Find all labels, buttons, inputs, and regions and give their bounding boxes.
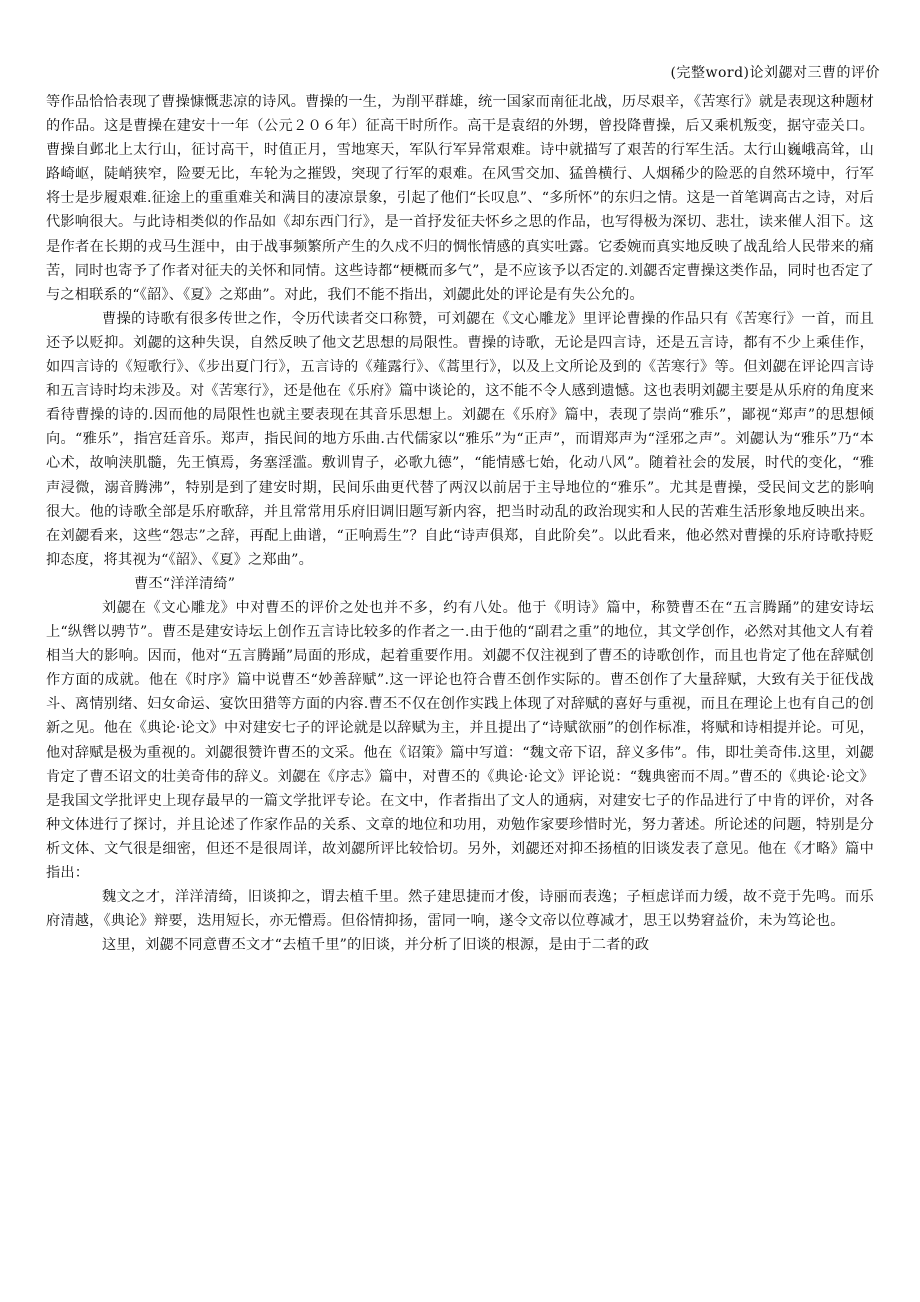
document-body (46, 90, 874, 957)
paragraph-cao-pi-evaluation: 刘勰在《文心雕龙》中对曹丕的评价之处也并不多，约有八处。他于《明诗》篇中，称赞曹丕在“五言腾踊”的建安诗坛上“纵辔以骋节”。曹丕是建安诗坛上创作五言诗比较多的作者之一.由于他的“副君之重”的地位，其文学创作，必然对其他文人有着相当大的影响。因而，他对“五言腾踊”局面的形成，起着重要作用。刘勰不仅注视到了曹丕的诗歌创作，而且也肯定了他在辞赋创作方面的成就。他在《时序》篇中说曹丕“妙善辞赋”.这一评论也符合曹丕创作实际的。曹丕创作了大量辞赋，大致有关于征伐战斗、离情别绪、妇女命运、宴饮田猎等方面的内容.曹丕不仅在创作实践上体现了对辞赋的喜好与重视，而且在理论上也有自己的创新之见。他在《典论·论文》中对建安七子的评论就是以辞赋为主，并且提出了“诗赋欲丽”的创作标准，将赋和诗相提并论。可见，他对辞赋是极为重视的。刘勰很赞许曹丕的文采。他在《诏策》篇中写道：“魏文帝下诏，辞义多伟”。伟，即壮美奇伟.这里，刘勰肯定了曹丕诏文的壮美奇伟的辞义。刘勰在《序志》篇中，对曹丕的《典论·论文》评论说：“魏典密而不周。”曹丕的《典论·论文》是我国文学批评史上现存最早的一篇文学批评专论。在文中，作者指出了文人的通病，对建安七子的作品进行了中肯的评价，对各种文体进行了探讨，并且论述了作家作品的关系、文章的地位和功用，劝勉作家要珍惜时光，努力著述。所论述的问题，特别是分析文体、文气很是细密，但还不是很周详，故刘勰所评比较恰切。另外，刘勰还对抑丕扬植的旧谈发表了意见。他在《才略》篇中指出： (46, 599, 874, 881)
paragraph-analysis-continued: 这里，刘勰不同意曹丕文才“去植千里”的旧谈，并分析了旧谈的根源，是由于二者的政 (102, 937, 650, 954)
document-header-title: (完整word)论刘勰对三曹的评价 (670, 65, 880, 81)
paragraph-quote-cai-lue: 魏文之才，洋洋清绮，旧谈抑之，谓去植千里。然子建思捷而才俊，诗丽而表逸；子桓虑详而力缓，故不竞于先鸣。而乐府清越，《典论》辩要，迭用短长，亦无懵焉。但俗情抑扬，雷同一响，遂令文帝以位尊减才，思王以势窘益价，未为笃论也。 (46, 889, 874, 930)
section-heading-cao-pi: 曹丕“洋洋清绮” (134, 575, 236, 592)
paragraph-cao-cao-poetic-style: 等作品恰恰表现了曹操慷慨悲凉的诗风。曹操的一生，为削平群雄，统一国家而南征北战，历尽艰辛，《苦寒行》就是表现这种题材的作品。这是曹操在建安十一年（公元２０６年）征高干时所作。高干是袁绍的外甥，曾投降曹操，后又乘机叛变，据守壶关口。曹操自邺北上太行山，征讨高干，时值正月，雪地寒天，军队行军异常艰难。诗中就描写了艰苦的行军生活。太行山巍峨高耸，山路崎岖，陡峭狭窄，险要无比，车轮为之摧毁，突现了行军的艰难。在风雪交加、猛兽横行、人烟稀少的险恶的自然环境中，行军将士是步履艰难.征途上的重重难关和满目的凄凉景象，引起了他们“长叹息”、“多所怀”的东归之情。这是一首笔调高古之诗，对后代影响很大。与此诗相类似的作品如《却东西门行》，是一首抒发征夫怀乡之思的作品，也写得极为深切、悲壮，读来催人泪下。这是作者在长期的戎马生涯中，由于战事频繁所产生的久戍不归的惆怅情感的真实吐露。它委婉而真实地反映了战乱给人民带来的痛苦，同时也寄予了作者对征夫的关怀和同情。这些诗都“梗概而多气”，是不应该予以否定的.刘勰否定曹操这类作品，同时也否定了与之相联系的“《韶》、《夏》之郑曲”。对此，我们不能不指出，刘勰此处的评论是有失公允的。 (46, 94, 874, 303)
paragraph-cao-cao-critique: 曹操的诗歌有很多传世之作，令历代读者交口称赞，可刘勰在《文心雕龙》里评论曹操的作品只有《苦寒行》一首，而且还予以贬抑。刘勰的这种失误，自然反映了他文艺思想的局限性。曹操的诗歌，无论是四言诗，还是五言诗，都有不少上乘佳作，如四言诗的《短歌行》、《步出夏门行》，五言诗的《薤露行》、《蒿里行》，以及上文所论及到的《苦寒行》等。但刘勰在评论四言诗和五言诗时均未涉及。对《苦寒行》，还是他在《乐府》篇中谈论的，这不能不令人感到遗憾。这也表明刘勰主要是从乐府的角度来看待曹操的诗的.因而他的局限性也就主要表现在其音乐思想上。刘勰在《乐府》篇中，表现了崇尚“雅乐”，鄙视“郑声”的思想倾向。“雅乐”，指宫廷音乐。郑声，指民间的地方乐曲.古代儒家以“雅乐”为“正声”，而谓郑声为“淫邪之声”。刘勰认为“雅乐”乃“本心术，故响浃肌髓，先王慎焉，务塞淫滥。敷训胄子，必歌九德”，“能情感七始，化动八风”。随着社会的发展，时代的变化，“雅声浸微，溺音腾沸”，特别是到了建安时期，民间乐曲更代替了两汉以前居于主导地位的“雅乐”。尤其是曹操，受民间文艺的影响很大。他的诗歌全部是乐府歌辞，并且常常用乐府旧调旧题写新内容，把当时动乱的政治现实和人民的苦难生活形象地反映出来。在刘勰看来，这些“怨志”之辞，再配上曲谱，“正响焉生”？自此“诗声俱郑，自此阶矣”。以此看来，他必然对曹操的乐府诗歌持贬抑态度，将其视为“《韶》、《夏》之郑曲”。 (46, 310, 874, 568)
